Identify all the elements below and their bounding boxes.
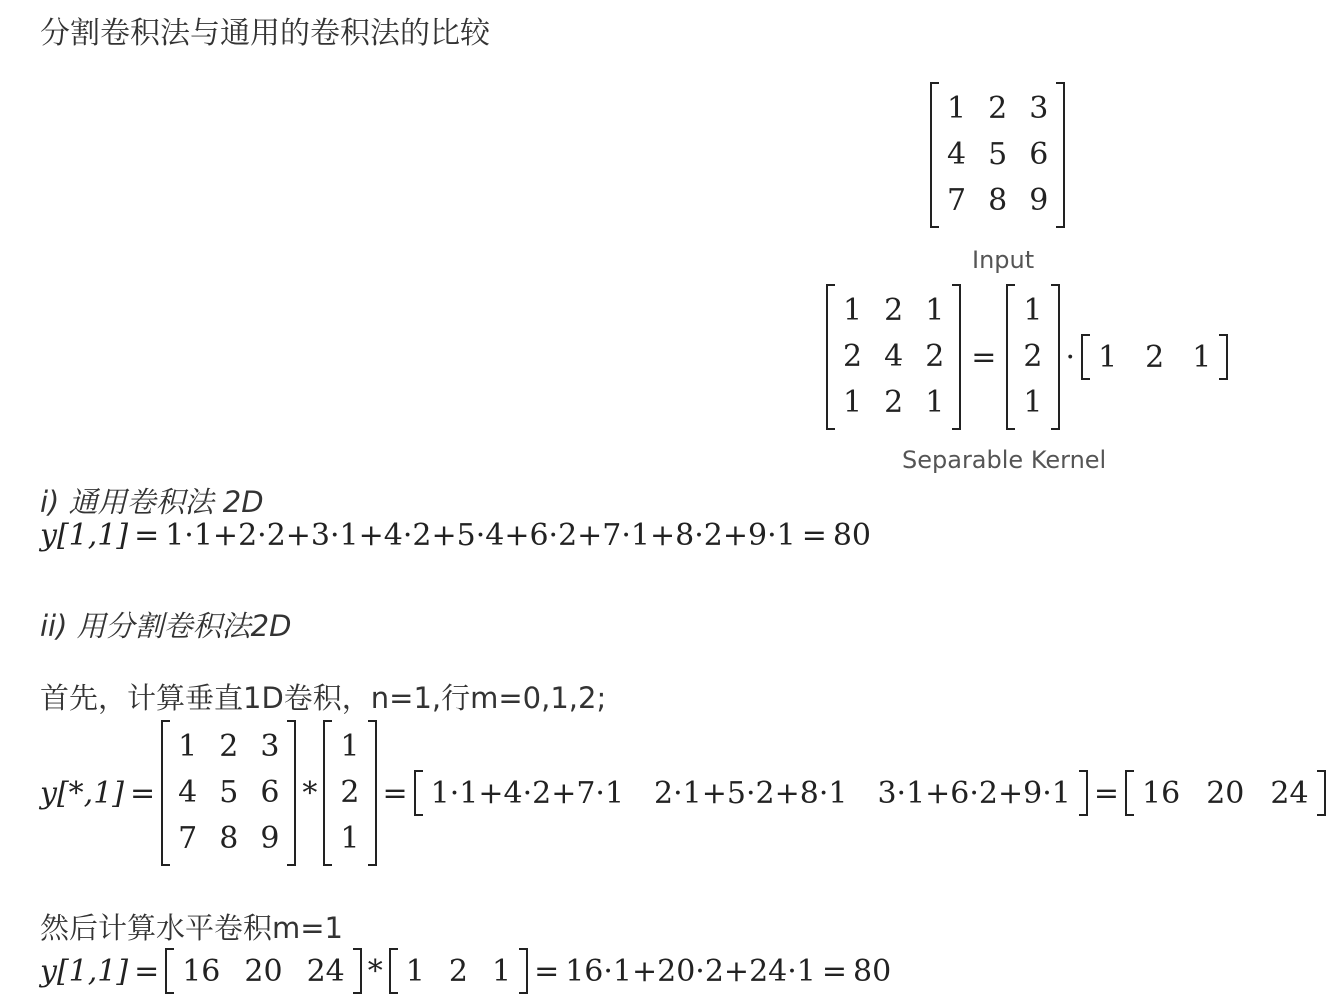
vector-cell: 1 (340, 729, 360, 764)
vertical-conv-equation (40, 720, 1326, 866)
vector-cell: 2 (448, 953, 468, 989)
vector-cell: 2 (340, 775, 360, 810)
convolution-operator: * (302, 775, 318, 811)
result-row-vector (1125, 770, 1326, 816)
input-matrix-brackets (930, 82, 1065, 228)
row-sum: 2·1+5·2+8·1 (654, 775, 848, 811)
row-sum-vector (414, 770, 1088, 816)
matrix-cell: 1 (178, 729, 198, 764)
matrix-cell: 3 (260, 729, 280, 764)
row-sum: 1·1+4·2+7·1 (430, 775, 625, 811)
matrix-cell: 6 (260, 775, 280, 810)
equals-sign: = (821, 953, 848, 989)
equation-expression: 1·1+2·2+3·1+4·2+5·4+6·2+7·1+8·2+9·1 (165, 518, 796, 553)
matrix-cell: 7 (947, 183, 967, 218)
vector-cell: 1 (1023, 385, 1043, 420)
matrix-cell: 2 (884, 293, 904, 328)
kernel-column-vector (1006, 284, 1059, 430)
matrix-cell: 7 (178, 821, 198, 856)
kernel-equation (826, 284, 1228, 430)
vector-cell: 24 (1270, 775, 1309, 811)
column-vector (323, 720, 376, 866)
horizontal-conv-equation (40, 948, 891, 994)
input-matrix (930, 82, 1065, 228)
equals-sign: = (1093, 775, 1119, 811)
row-vector-1 (165, 948, 362, 994)
section1-equation (40, 518, 871, 553)
vector-cell: 24 (306, 953, 345, 989)
matrix-cell: 2 (843, 339, 863, 374)
section2-heading: ii) 用分割卷积法2D (40, 609, 292, 643)
matrix-cell: 2 (219, 729, 239, 764)
matrix-cell: 4 (947, 137, 967, 172)
equals-sign: = (134, 953, 160, 989)
matrix-cell: 2 (925, 339, 945, 374)
page-title: 分割卷积法与通用的卷积法的比较 (40, 16, 490, 51)
equals-sign: = (801, 518, 827, 553)
matrix-cell: 2 (884, 385, 904, 420)
equals-sign: = (971, 339, 997, 375)
matrix-cell: 9 (260, 821, 280, 856)
matrix-cell: 3 (1029, 91, 1049, 126)
matrix-cell: 2 (988, 91, 1008, 126)
row-sum: 3·1+6·2+9·1 (877, 775, 1071, 811)
vector-cell: 1 (1192, 339, 1212, 375)
kernel-row-vector (1081, 334, 1228, 380)
matrix-cell: 1 (947, 91, 967, 126)
vector-cell: 2 (1145, 339, 1165, 375)
equals-sign: = (129, 775, 156, 811)
section1-heading: i) 通用卷积法 2D (40, 485, 264, 519)
vector-cell: 1 (405, 953, 425, 989)
convolution-operator: * (367, 953, 383, 989)
matrix-cell: 1 (925, 385, 945, 420)
matrix-cell: 4 (178, 775, 198, 810)
vector-cell: 20 (244, 953, 283, 989)
vector-cell: 16 (182, 953, 221, 989)
vector-cell: 2 (1023, 339, 1043, 374)
vector-cell: 20 (1206, 775, 1245, 811)
input-caption: Input (972, 246, 1035, 274)
vector-cell: 16 (1142, 775, 1181, 811)
kernel-matrix (826, 284, 961, 430)
equation-lhs: y[1,1] (40, 518, 129, 553)
vector-cell: 1 (491, 953, 512, 989)
input-matrix-grid (939, 82, 1056, 228)
matrix-cell: 9 (1029, 183, 1049, 218)
step1-text: 首先，计算垂直1D卷积，n=1,行m=0,1,2; (40, 681, 607, 715)
matrix-cell: 5 (219, 775, 239, 810)
equation-expression: 16·1+20·2+24·1 (565, 953, 816, 989)
vector-cell: 1 (1023, 293, 1043, 328)
vector-cell: 1 (1098, 339, 1118, 375)
kernel-caption: Separable Kernel (902, 446, 1107, 474)
equation-result: 80 (853, 953, 892, 989)
equals-sign: = (134, 518, 160, 553)
equation-result: 80 (832, 518, 872, 553)
matrix-cell: 8 (219, 821, 239, 856)
matrix-cell: 1 (843, 293, 863, 328)
equals-sign: = (382, 775, 408, 811)
matrix-cell: 1 (843, 385, 863, 420)
matrix-cell: 4 (884, 339, 904, 374)
input-matrix-copy (161, 720, 296, 866)
equation-lhs: y[1,1] (40, 953, 129, 989)
matrix-cell: 8 (988, 183, 1008, 218)
equals-sign: = (534, 953, 560, 989)
vector-cell: 1 (340, 821, 360, 856)
dot-operator: · (1065, 339, 1076, 375)
equation-lhs: y[*,1] (40, 775, 124, 811)
matrix-cell: 1 (925, 293, 945, 328)
row-vector-2 (389, 948, 528, 994)
step2-text: 然后计算水平卷积m=1 (40, 911, 343, 945)
matrix-cell: 5 (988, 137, 1008, 172)
matrix-cell: 6 (1029, 137, 1049, 172)
